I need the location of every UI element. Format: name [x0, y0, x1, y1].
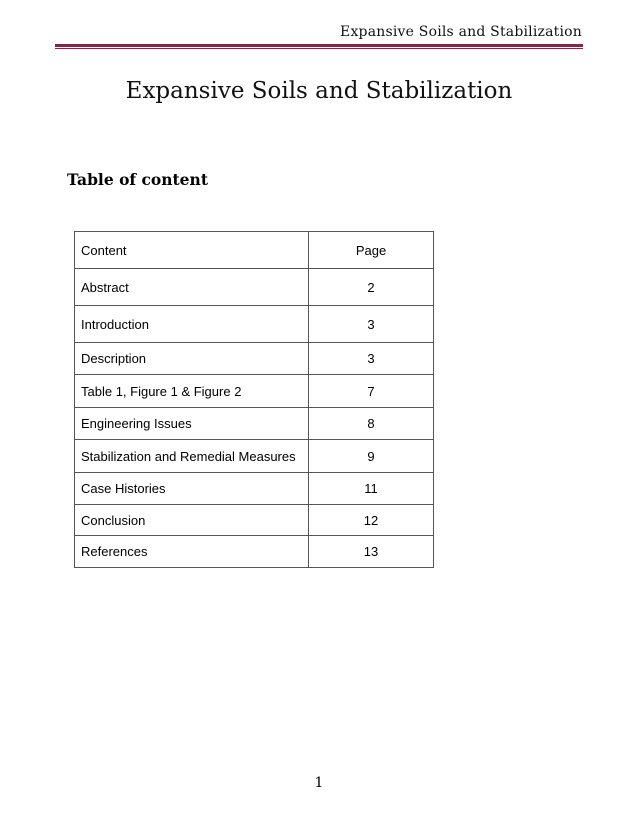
- toc-entry-title: Stabilization and Remedial Measures: [75, 440, 309, 473]
- toc-row: [75, 536, 434, 568]
- toc-entry-title: Case Histories: [75, 473, 309, 505]
- toc-entry-title: Conclusion: [75, 505, 309, 536]
- document-title: Expansive Soils and Stabilization: [125, 78, 513, 104]
- toc-entry-page: 2: [309, 269, 434, 306]
- toc-entry-title: References: [75, 536, 309, 568]
- header-rule-thin: [55, 48, 583, 49]
- toc-entry-title: Table 1, Figure 1 & Figure 2: [75, 375, 309, 408]
- toc-row: [75, 343, 434, 375]
- toc-entry-page: 3: [309, 343, 434, 375]
- toc-header-row: [75, 232, 434, 269]
- running-header: Expansive Soils and Stabilization: [340, 24, 582, 40]
- header-rule-thick: [55, 44, 583, 47]
- toc-row: [75, 306, 434, 343]
- toc-row: [75, 440, 434, 473]
- toc-entry-page: 11: [309, 473, 434, 505]
- toc-table: [74, 231, 434, 568]
- toc-entry-title: Engineering Issues: [75, 408, 309, 440]
- toc-entry-page: 12: [309, 505, 434, 536]
- toc-entry-title: Introduction: [75, 306, 309, 343]
- toc-row: [75, 408, 434, 440]
- toc-heading: Table of content: [67, 170, 208, 189]
- toc-row: [75, 269, 434, 306]
- toc-entry-page: 7: [309, 375, 434, 408]
- toc-entry-title: Description: [75, 343, 309, 375]
- toc-row: [75, 473, 434, 505]
- toc-entry-title: Abstract: [75, 269, 309, 306]
- toc-column-header-content: Content: [75, 232, 309, 269]
- toc-entry-page: 3: [309, 306, 434, 343]
- toc-column-header-page: Page: [309, 232, 434, 269]
- toc-row: [75, 505, 434, 536]
- page-number: 1: [314, 775, 324, 791]
- toc-entry-page: 8: [309, 408, 434, 440]
- toc-entry-page: 13: [309, 536, 434, 568]
- toc-row: [75, 375, 434, 408]
- toc-entry-page: 9: [309, 440, 434, 473]
